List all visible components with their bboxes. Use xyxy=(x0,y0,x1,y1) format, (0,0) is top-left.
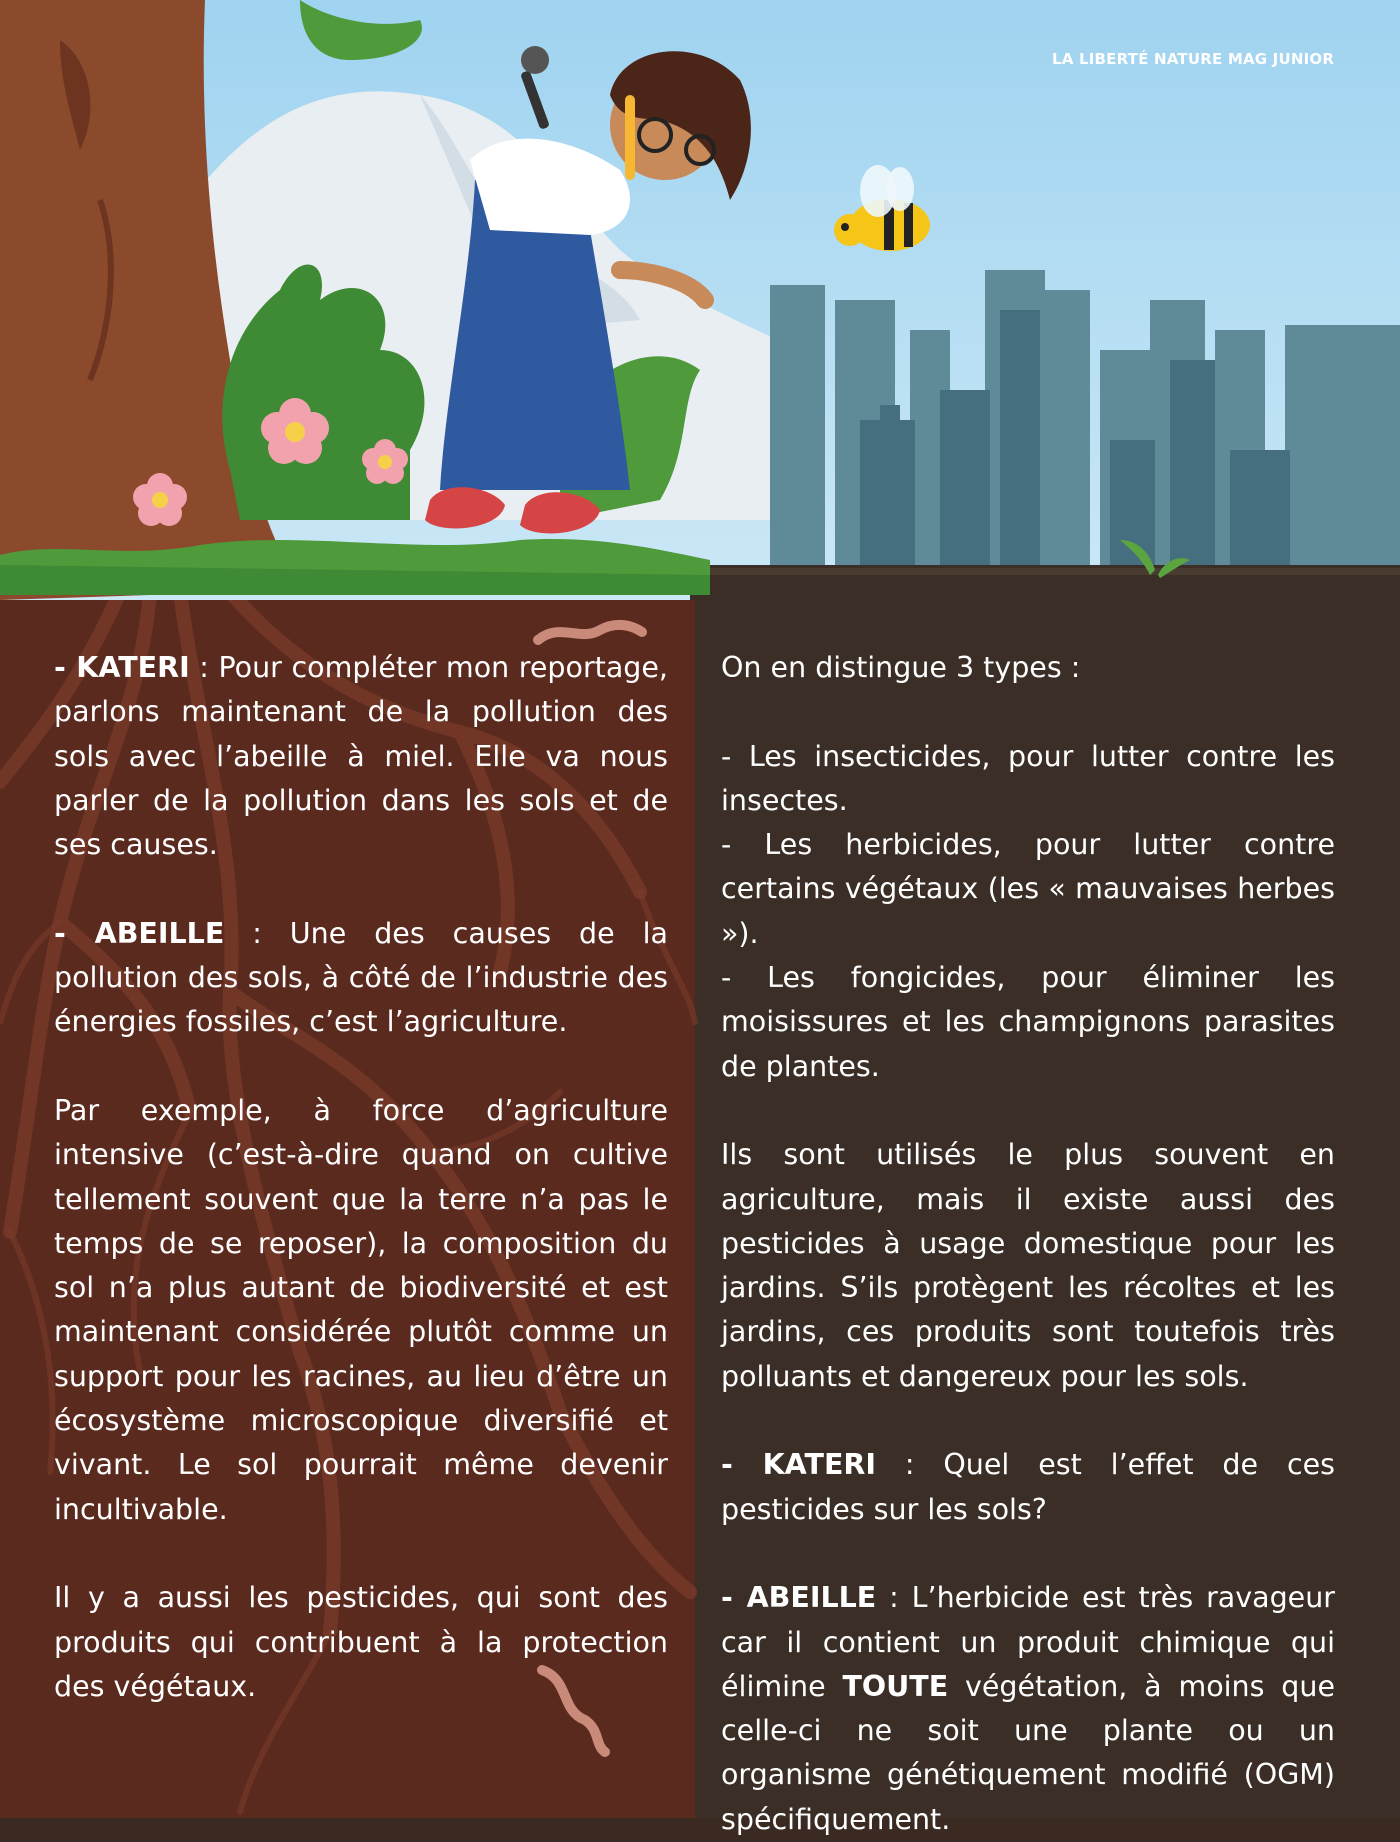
speaker-name: - ABEILLE xyxy=(721,1581,877,1615)
list-item: - Les insecticides, pour lutter contre les insectes. xyxy=(721,739,1335,817)
list-item: - Les herbicides, pour lutter contre certains végétaux (les « mauvaises herbes »). xyxy=(721,828,1335,950)
speaker-name: - KATERI xyxy=(54,651,190,684)
pesticide-types-list xyxy=(721,735,1335,1089)
paragraph-types-intro: On en distingue 3 types : xyxy=(721,651,1081,684)
speaker-name: - KATERI xyxy=(721,1448,876,1482)
paragraph-text: : Quel est l’effet de ces pesticides sur les sols? xyxy=(721,1448,1336,1526)
paragraph-text: : Une des causes de la pollution des sols, à côté de l’industrie des énergies fossiles, c’est l’agriculture. xyxy=(54,916,668,1039)
speaker-name: - ABEILLE xyxy=(54,916,225,950)
paragraph-text: végétation, à moins que celle-ci ne soit une plante ou un organisme génétiquement modifié (OGM) spécifiquement. xyxy=(721,1669,1335,1836)
paragraph-intensive-agriculture: Par exemple, à force d’agriculture intensive (c’est-à-dire quand on cultive tellement souvent que la terre n’a pas le temps de se reposer), la composition du sol n’a plus autant de biodiversité et est maintenant considérée plutôt comme un support pour les racines, au lieu d’être un écosystème microscopique diversifié et vivant. Le sol pourrait même devenir incultivable. xyxy=(54,1093,668,1526)
paragraph-pesticides: Il y a aussi les pesticides, qui sont des produits qui contribuent à la protection des végétaux. xyxy=(54,1581,668,1703)
paragraph-usage: Ils sont utilisés le plus souvent en agriculture, mais il existe aussi des pesticides à usage domestique pour les jardins. S’ils protègent les récoltes et les jardins, ces produits sont toutefois très polluants et dangereux pour les sols. xyxy=(721,1138,1335,1393)
emphasis-text: TOUTE xyxy=(842,1669,949,1703)
list-item: - Les fongicides, pour éliminer les moisissures et les champignons parasites de plantes. xyxy=(721,961,1335,1083)
paragraph-text: : L’herbicide est très ravageur car il contient un produit chimique qui élimine xyxy=(721,1581,1335,1703)
paragraph-abeille-causes xyxy=(54,912,668,1045)
paragraph-abeille-answer xyxy=(721,1576,1335,1842)
magazine-label: LA LIBERTÉ NATURE MAG JUNIOR xyxy=(1052,50,1335,68)
paragraph-kateri-intro xyxy=(54,646,668,867)
right-column xyxy=(721,646,1335,1842)
left-column xyxy=(54,646,668,1709)
paragraph-kateri-question xyxy=(721,1443,1335,1532)
header-illustration xyxy=(0,0,1400,600)
paragraph-text: : Pour compléter mon reportage, parlons maintenant de la pollution des sols avec l’abeille à miel. Elle va nous parler de la pollution dans les sols et de ses causes. xyxy=(54,651,668,862)
